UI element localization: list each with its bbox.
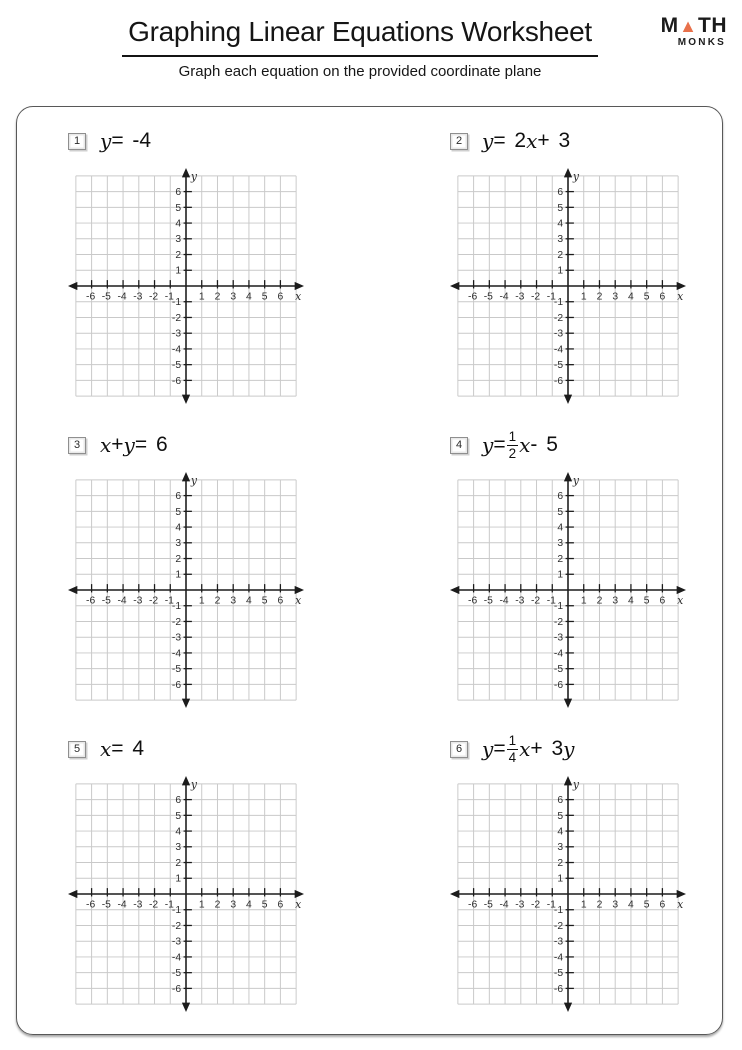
svg-text:4: 4 xyxy=(246,291,252,303)
problem-number-badge: 5 xyxy=(68,741,86,758)
svg-text:x: x xyxy=(295,897,302,911)
svg-text:-3: -3 xyxy=(171,936,182,948)
svg-text:-2: -2 xyxy=(148,595,159,607)
svg-text:2: 2 xyxy=(214,899,221,911)
svg-text:y: y xyxy=(190,777,198,791)
svg-text:-5: -5 xyxy=(553,664,564,676)
svg-text:-2: -2 xyxy=(553,312,564,324)
logo-wordmark xyxy=(661,15,727,36)
svg-text:-2: -2 xyxy=(148,899,159,911)
svg-text:-1: -1 xyxy=(171,297,182,309)
svg-text:-3: -3 xyxy=(133,291,143,303)
svg-text:3: 3 xyxy=(557,234,564,246)
svg-text:2: 2 xyxy=(214,595,221,607)
title-underline xyxy=(122,16,598,57)
svg-text:-5: -5 xyxy=(171,968,182,980)
svg-text:y: y xyxy=(190,473,198,487)
problem-4 xyxy=(450,430,723,708)
svg-text:-3: -3 xyxy=(171,632,182,644)
svg-text:5: 5 xyxy=(643,595,650,607)
svg-text:-6: -6 xyxy=(468,595,478,607)
svg-text:4: 4 xyxy=(628,899,634,911)
svg-text:-3: -3 xyxy=(171,328,182,340)
svg-text:-6: -6 xyxy=(171,375,182,387)
svg-text:6: 6 xyxy=(557,187,564,199)
svg-text:-3: -3 xyxy=(515,899,525,911)
svg-text:3: 3 xyxy=(557,538,564,550)
problem-5 xyxy=(68,734,450,1012)
equation-row xyxy=(68,430,450,460)
svg-text:5: 5 xyxy=(261,899,268,911)
svg-text:-2: -2 xyxy=(171,616,182,628)
svg-text:2: 2 xyxy=(557,249,564,261)
coordinate-grid xyxy=(450,472,686,708)
svg-text:-4: -4 xyxy=(117,291,127,303)
svg-text:5: 5 xyxy=(643,899,650,911)
svg-text:-4: -4 xyxy=(553,648,564,660)
svg-text:-6: -6 xyxy=(86,899,96,911)
svg-text:-3: -3 xyxy=(515,595,525,607)
svg-text:1: 1 xyxy=(557,569,564,581)
svg-text:6: 6 xyxy=(277,899,284,911)
svg-text:6: 6 xyxy=(557,795,564,807)
equation-row xyxy=(68,734,450,764)
svg-text:-5: -5 xyxy=(171,664,182,676)
svg-text:3: 3 xyxy=(230,899,237,911)
svg-text:-6: -6 xyxy=(86,595,96,607)
svg-text:3: 3 xyxy=(557,842,564,854)
svg-text:1: 1 xyxy=(580,291,587,303)
svg-text:6: 6 xyxy=(175,795,182,807)
svg-text:y: y xyxy=(572,777,580,791)
svg-text:-5: -5 xyxy=(553,360,564,372)
page-subtitle: Graph each equation on the provided coordinate plane xyxy=(178,63,542,80)
svg-text:3: 3 xyxy=(175,234,182,246)
svg-text:-3: -3 xyxy=(515,291,525,303)
coordinate-plane xyxy=(68,776,450,1012)
logo-text-th: TH xyxy=(698,14,727,37)
svg-text:-6: -6 xyxy=(171,983,182,995)
problem-number-badge: 6 xyxy=(450,741,468,758)
svg-text:-1: -1 xyxy=(553,905,564,917)
svg-text:-5: -5 xyxy=(553,968,564,980)
svg-text:1: 1 xyxy=(557,265,564,277)
coordinate-grid xyxy=(450,776,686,1012)
svg-text:-2: -2 xyxy=(171,920,182,932)
svg-text:-1: -1 xyxy=(546,899,556,911)
svg-text:3: 3 xyxy=(230,291,237,303)
page-title: Graphing Linear Equations Worksheet xyxy=(128,16,592,47)
svg-text:2: 2 xyxy=(596,595,603,607)
svg-text:-4: -4 xyxy=(553,952,564,964)
equation-text: x + y = 6 xyxy=(100,433,168,457)
svg-text:-6: -6 xyxy=(468,899,478,911)
svg-text:4: 4 xyxy=(628,291,634,303)
svg-text:6: 6 xyxy=(659,899,666,911)
svg-text:2: 2 xyxy=(596,899,603,911)
svg-text:2: 2 xyxy=(175,249,182,261)
svg-text:4: 4 xyxy=(557,218,564,230)
equation-row xyxy=(450,126,723,156)
svg-text:-6: -6 xyxy=(86,291,96,303)
svg-text:-3: -3 xyxy=(553,632,564,644)
svg-text:6: 6 xyxy=(277,291,284,303)
svg-text:1: 1 xyxy=(580,899,587,911)
svg-text:4: 4 xyxy=(175,522,182,534)
svg-text:-1: -1 xyxy=(164,291,174,303)
svg-text:6: 6 xyxy=(659,595,666,607)
svg-text:-1: -1 xyxy=(553,297,564,309)
svg-text:-3: -3 xyxy=(133,595,143,607)
svg-text:-6: -6 xyxy=(553,679,564,691)
svg-text:2: 2 xyxy=(214,291,221,303)
problem-1 xyxy=(68,126,450,404)
equation-text: y = 2 x + 3 xyxy=(482,129,571,153)
svg-text:4: 4 xyxy=(175,218,182,230)
svg-text:1: 1 xyxy=(175,265,182,277)
svg-text:-2: -2 xyxy=(171,312,182,324)
svg-text:-4: -4 xyxy=(499,899,509,911)
svg-text:-4: -4 xyxy=(117,899,127,911)
svg-text:y: y xyxy=(190,169,198,183)
svg-text:3: 3 xyxy=(612,595,619,607)
coordinate-plane xyxy=(68,168,450,404)
svg-text:-2: -2 xyxy=(148,291,159,303)
svg-text:x: x xyxy=(677,289,684,303)
coordinate-plane xyxy=(450,472,723,708)
problems-grid xyxy=(16,106,723,1038)
equation-text: y = $\frac{1}{2}$ x - 5 xyxy=(482,429,558,461)
svg-text:3: 3 xyxy=(230,595,237,607)
equation-text: y = -4 xyxy=(100,129,152,153)
svg-text:-1: -1 xyxy=(171,905,182,917)
problem-number-badge: 1 xyxy=(68,133,86,150)
svg-text:2: 2 xyxy=(557,857,564,869)
svg-text:3: 3 xyxy=(175,842,182,854)
math-monks-logo xyxy=(661,15,727,48)
svg-text:-5: -5 xyxy=(483,595,493,607)
svg-text:y: y xyxy=(572,169,580,183)
svg-text:-5: -5 xyxy=(171,360,182,372)
svg-text:1: 1 xyxy=(175,873,182,885)
svg-text:x: x xyxy=(295,289,302,303)
svg-text:-2: -2 xyxy=(530,291,541,303)
problem-6 xyxy=(450,734,723,1012)
svg-text:5: 5 xyxy=(175,202,182,214)
svg-text:5: 5 xyxy=(261,595,268,607)
svg-text:-1: -1 xyxy=(171,601,182,613)
svg-text:-3: -3 xyxy=(133,899,143,911)
svg-text:-2: -2 xyxy=(530,899,541,911)
svg-text:-1: -1 xyxy=(546,291,556,303)
svg-text:4: 4 xyxy=(557,522,564,534)
svg-text:5: 5 xyxy=(175,810,182,822)
svg-text:-2: -2 xyxy=(530,595,541,607)
problem-number-badge: 2 xyxy=(450,133,468,150)
svg-text:6: 6 xyxy=(175,491,182,503)
equation-row xyxy=(68,126,450,156)
svg-text:-3: -3 xyxy=(553,328,564,340)
svg-text:4: 4 xyxy=(557,826,564,838)
svg-text:5: 5 xyxy=(643,291,650,303)
equation-row xyxy=(450,734,723,764)
svg-text:-4: -4 xyxy=(171,952,182,964)
svg-text:1: 1 xyxy=(198,899,205,911)
svg-text:2: 2 xyxy=(175,857,182,869)
svg-text:3: 3 xyxy=(612,899,619,911)
coordinate-plane xyxy=(68,472,450,708)
svg-text:-4: -4 xyxy=(171,344,182,356)
equation-text: y = $\frac{1}{4}$ x + 3 y xyxy=(482,733,575,765)
fraction: $\frac{1}{4}$ xyxy=(508,733,517,765)
svg-text:1: 1 xyxy=(175,569,182,581)
svg-text:x: x xyxy=(677,593,684,607)
svg-text:-5: -5 xyxy=(483,291,493,303)
equation-text: x = 4 xyxy=(100,737,145,761)
coordinate-grid xyxy=(68,168,304,404)
svg-text:6: 6 xyxy=(557,491,564,503)
svg-text:-3: -3 xyxy=(553,936,564,948)
equation-row xyxy=(450,430,723,460)
worksheet-header xyxy=(0,0,742,80)
svg-text:5: 5 xyxy=(557,810,564,822)
svg-text:3: 3 xyxy=(175,538,182,550)
svg-text:-4: -4 xyxy=(117,595,127,607)
svg-text:6: 6 xyxy=(175,187,182,199)
svg-text:-4: -4 xyxy=(553,344,564,356)
svg-text:5: 5 xyxy=(175,506,182,518)
svg-text:-5: -5 xyxy=(483,899,493,911)
svg-text:3: 3 xyxy=(612,291,619,303)
svg-text:5: 5 xyxy=(557,202,564,214)
svg-text:1: 1 xyxy=(198,595,205,607)
problem-2 xyxy=(450,126,723,404)
problem-number-badge: 3 xyxy=(68,437,86,454)
svg-text:-1: -1 xyxy=(164,595,174,607)
svg-text:-6: -6 xyxy=(553,983,564,995)
svg-text:-4: -4 xyxy=(499,595,509,607)
svg-text:2: 2 xyxy=(175,553,182,565)
svg-text:1: 1 xyxy=(580,595,587,607)
svg-text:-5: -5 xyxy=(101,899,111,911)
svg-text:-1: -1 xyxy=(546,595,556,607)
svg-text:-6: -6 xyxy=(468,291,478,303)
svg-text:2: 2 xyxy=(596,291,603,303)
svg-text:-5: -5 xyxy=(101,291,111,303)
svg-text:-6: -6 xyxy=(553,375,564,387)
svg-text:x: x xyxy=(677,897,684,911)
coordinate-plane xyxy=(450,168,723,404)
svg-text:4: 4 xyxy=(246,899,252,911)
svg-text:4: 4 xyxy=(628,595,634,607)
svg-text:1: 1 xyxy=(198,291,205,303)
logo-text-m: M xyxy=(660,14,679,37)
coordinate-plane xyxy=(450,776,723,1012)
svg-text:6: 6 xyxy=(659,291,666,303)
svg-text:1: 1 xyxy=(557,873,564,885)
coordinate-grid xyxy=(450,168,686,404)
svg-text:-4: -4 xyxy=(499,291,509,303)
fraction: $\frac{1}{2}$ xyxy=(508,429,517,461)
svg-text:y: y xyxy=(572,473,580,487)
problem-3 xyxy=(68,430,450,708)
svg-text:-1: -1 xyxy=(164,899,174,911)
svg-text:-1: -1 xyxy=(553,601,564,613)
svg-text:4: 4 xyxy=(246,595,252,607)
svg-text:-4: -4 xyxy=(171,648,182,660)
coordinate-grid xyxy=(68,776,304,1012)
svg-text:5: 5 xyxy=(261,291,268,303)
svg-text:x: x xyxy=(295,593,302,607)
svg-text:-2: -2 xyxy=(553,616,564,628)
svg-text:4: 4 xyxy=(175,826,182,838)
logo-triangle-icon: ▲ xyxy=(679,16,698,36)
svg-text:2: 2 xyxy=(557,553,564,565)
svg-text:-2: -2 xyxy=(553,920,564,932)
logo-subtext: MONKS xyxy=(677,37,726,48)
svg-text:6: 6 xyxy=(277,595,284,607)
svg-text:5: 5 xyxy=(557,506,564,518)
problem-number-badge: 4 xyxy=(450,437,468,454)
svg-text:-6: -6 xyxy=(171,679,182,691)
svg-text:-5: -5 xyxy=(101,595,111,607)
coordinate-grid xyxy=(68,472,304,708)
